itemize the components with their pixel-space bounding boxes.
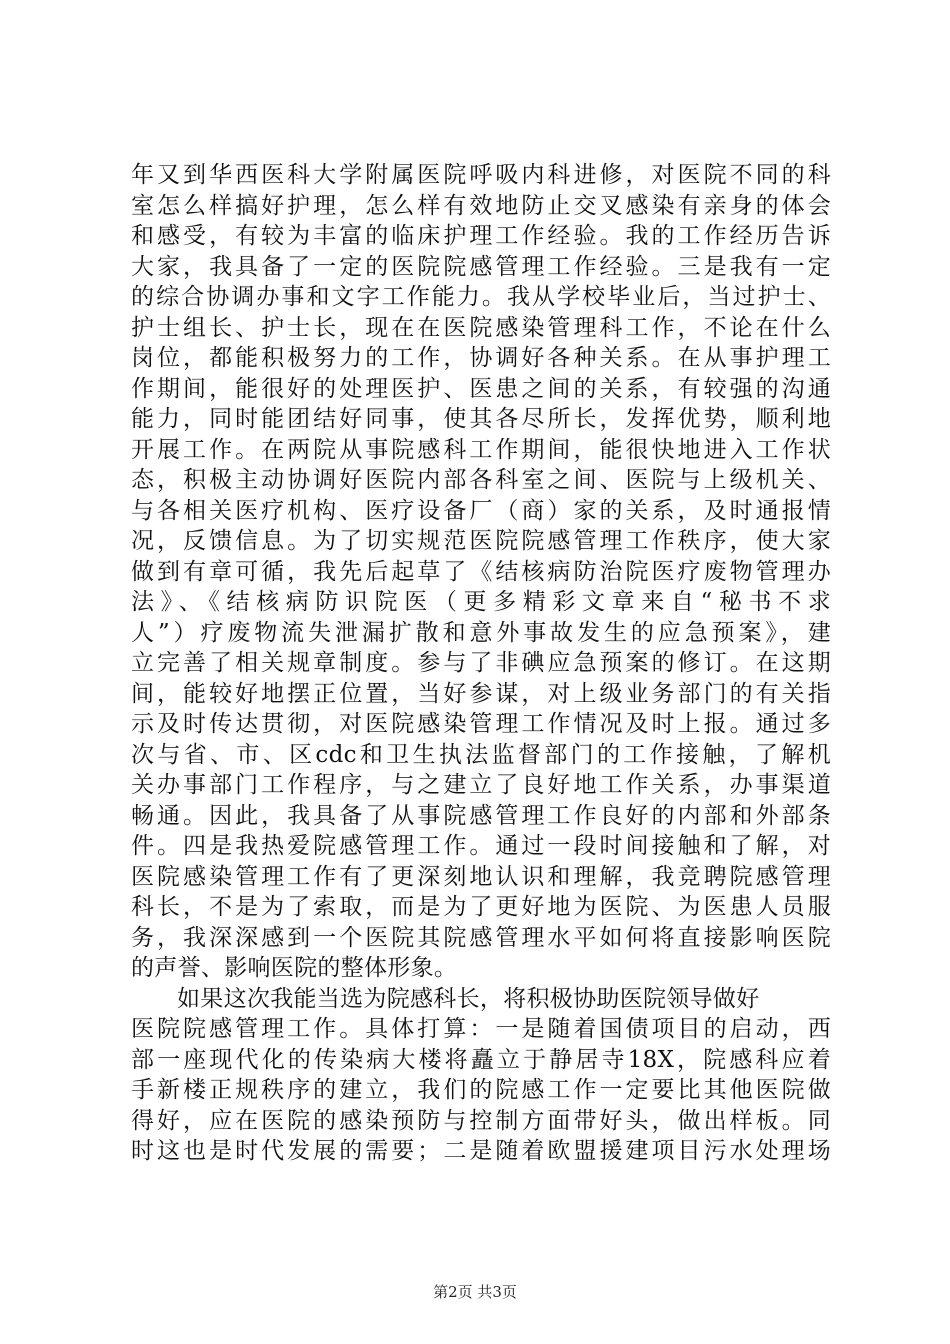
- text-line: 务，我深深感到一个医院其院感管理水平如何将直接影响医院: [131, 924, 831, 951]
- text-line: 作期间，能很好的处理医护、医患之间的关系，有较强的沟通: [131, 375, 831, 402]
- text-line: 关办事部门工作程序，与之建立了良好地工作关系，办事渠道: [131, 772, 831, 798]
- text-line: 法》、《结核病防识院医（更多精彩文章来自“秘书不求: [131, 589, 831, 615]
- text-line: 医院感染管理工作有了更深刻地认识和理解，我竞聘院感管理: [131, 863, 831, 890]
- text-line: 开展工作。在两院从事院感科工作期间，能很快地进入工作状: [131, 436, 831, 463]
- text-line: 科长，不是为了索取，而是为了更好地为医院、为医患人员服: [131, 894, 831, 920]
- text-line: 的综合协调办事和文字工作能力。我从学校毕业后，当过护士、: [131, 284, 831, 310]
- text-line: 得好，应在医院的感染预防与控制方面带好头，做出样板。同: [131, 1107, 831, 1134]
- text-line: 态，积极主动协调好医院内部各科室之间、医院与上级机关、: [131, 467, 831, 493]
- text-line: 年又到华西医科大学附属医院呼吸内科进修，对医院不同的科: [131, 162, 831, 188]
- text-line: 与各相关医疗机构、医疗设备厂（商）家的关系，及时通报情: [131, 497, 831, 524]
- text-line: 人”）疗废物流失泄漏扩散和意外事故发生的应急预案》，建: [131, 619, 831, 646]
- page-footer: 第2页 共3页: [433, 1283, 517, 1301]
- text-line: 次与省、市、区cdc和卫生执法监督部门的工作接触，了解机: [131, 741, 831, 768]
- text-line: 部一座现代化的传染病大楼将矗立于静居寺18X，院感科应着: [131, 1046, 831, 1073]
- text-line: 况，反馈信息。为了切实规范医院院感管理工作秩序，使大家: [131, 528, 831, 554]
- text-line: 医院院感管理工作。具体打算：一是随着国债项目的启动，西: [131, 1016, 831, 1042]
- text-line: 时这也是时代发展的需要；二是随着欧盟援建项目污水处理场: [131, 1138, 831, 1164]
- text-line: 和感受，有较为丰富的临床护理工作经验。我的工作经历告诉: [131, 223, 831, 249]
- text-line: 畅通。因此，我具备了从事院感管理工作良好的内部和外部条: [131, 802, 831, 829]
- text-line: 立完善了相关规章制度。参与了非碘应急预案的修订。在这期: [131, 650, 831, 676]
- text-line: 件。四是我热爱院感管理工作。通过一段时间接触和了解，对: [131, 833, 831, 859]
- text-line: 能力，同时能团结好同事，使其各尽所长，发挥优势，顺利地: [131, 406, 831, 432]
- text-line: 示及时传达贯彻，对医院感染管理工作情况及时上报。通过多: [131, 711, 831, 737]
- text-line: 手新楼正规秩序的建立，我们的院感工作一定要比其他医院做: [131, 1077, 831, 1103]
- text-line: 间，能较好地摆正位置，当好参谋，对上级业务部门的有关指: [131, 680, 831, 707]
- text-line: 室怎么样搞好护理，怎么样有效地防止交叉感染有亲身的体会: [131, 192, 831, 219]
- text-line: 护士组长、护士长，现在在医院感染管理科工作，不论在什么: [131, 314, 831, 341]
- text-line: 岗位，都能积极努力的工作，协调好各种关系。在从事护理工: [131, 345, 831, 371]
- body-text: [131, 160, 831, 1167]
- paragraph-start-line: 如果这次我能当选为院感科长，将积极协助医院领导做好: [177, 985, 760, 1012]
- text-line: 大家，我具备了一定的医院院感管理工作经验。三是我有一定: [131, 253, 831, 280]
- paragraph-end-line: 的声誉、影响医院的整体形象。: [131, 955, 458, 981]
- text-line: 做到有章可循，我先后起草了《结核病防治院医疗废物管理办: [131, 558, 831, 585]
